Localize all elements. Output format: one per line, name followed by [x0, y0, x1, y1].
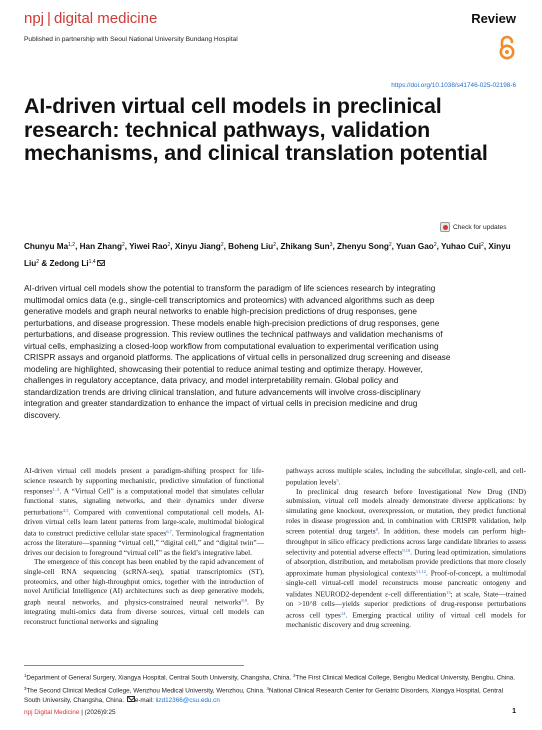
check-updates-label: Check for updates [453, 223, 507, 231]
body-text: . Emerging practical utility of virtual cell models for mechanistic discovery and drug screening. [286, 610, 526, 629]
journal-title: digital medicine [53, 10, 158, 27]
contact-email[interactable]: lizd12366@csu.edu.cn [155, 697, 220, 705]
author-name: Zhenyu Song [337, 242, 389, 251]
body-text: . Compared with conventional computational cell models, AI-driven virtual cells learn latent patterns from large-scale, multimodal biological data to construct predictive cellular state spaces [24, 507, 264, 538]
citation-ref: 13 [446, 589, 451, 595]
author-name: Yiwei Rao [129, 242, 168, 251]
citation-ref: 4,5 [62, 508, 69, 514]
author-name: Zhikang Sun [280, 242, 330, 251]
affiliations-footnote [24, 671, 520, 707]
citation-ref: 11,12 [415, 569, 426, 575]
affiliation-number: 3 [24, 685, 27, 691]
check-for-updates-button[interactable] [440, 222, 507, 232]
body-text: . By integrating multi-omics data from diverse sources, virtual cell models can reconstruct functional networks and signaling [24, 597, 264, 626]
citation-ref: 14 [340, 610, 346, 616]
author-affiliation-sup: 1,4 [88, 258, 96, 265]
author-affiliation-sup: 2 [36, 258, 40, 265]
citation-ref: 9,10 [402, 548, 411, 554]
author-affiliation-sup: 2 [388, 242, 392, 248]
body-text: . In addition, these models can perform high-throughput in silico efficacy predictions across large candidate libraries to assess selectivity and potential adverse effects [286, 526, 526, 557]
author-name: Han Zhang [79, 242, 122, 251]
envelope-icon [127, 696, 135, 702]
body-text: . [338, 477, 341, 487]
body-text: In preclinical drug research before Investigational New Drug (IND) submission, virtual cell models already demonstrate diverse applications: by simulating gene knockout, overexpression, or mutation, they predict functional roles in disease progression and, in combination with CRISPR validation, help screen potential drug targets [286, 486, 526, 536]
author-affiliation-sup: 2 [167, 242, 171, 248]
body-text: . Proof-of-concept, a multimodal single-cell virtual-cell model reconstructs mouse pancreatic ontogeny and validates NEUROD2-dependent ε-cell differentiation [286, 568, 526, 599]
partnership-note: Published in partnership with Seoul National University Bundang Hospital [24, 36, 238, 43]
citation-ref: 1–3 [52, 487, 60, 493]
author-separator: , [275, 242, 281, 251]
body-column-right [286, 466, 526, 630]
citation-ref: 6,7 [166, 528, 172, 534]
author-affiliation-sup: 2 [433, 242, 437, 248]
body-paragraph [24, 466, 264, 557]
author-separator: , [75, 242, 80, 251]
citation-ref: 8,9 [241, 598, 248, 604]
envelope-icon[interactable] [97, 260, 105, 266]
affiliation-text: Department of General Surgery, Xiangya Hospital, Central South University, Changsha, China. [26, 674, 294, 682]
body-column-left [24, 466, 264, 627]
body-text: . Terminological fragmentation across the literature—spanning “virtual cell,” “digital cell,” and “digital twin”—drives our decision to foreground “virtual cell” as the field’s integrative label. [24, 528, 264, 557]
footer-volume: (2026)9:25 [84, 709, 116, 716]
author-affiliation-sup: 1,2 [68, 242, 76, 248]
affiliation-number: 1 [24, 673, 27, 678]
author-name: Xinyu Jiang [174, 242, 221, 251]
author-name: Yuhao Cui [441, 242, 482, 251]
author-separator: & [39, 258, 50, 268]
email-label: e-mail: [134, 697, 156, 705]
author-affiliation-sup: 2 [273, 242, 276, 248]
footer-journal: npj Digital Medicine [24, 709, 80, 716]
author-name: Zedong Li [49, 258, 89, 268]
author-separator: , [124, 242, 130, 251]
author-list [24, 238, 524, 271]
author-affiliation-sup: 2 [481, 242, 484, 248]
author-separator: , [332, 242, 337, 251]
author-name: Yuan Gao [396, 242, 434, 251]
footer-citation [24, 709, 116, 716]
author-name: Chunyu Ma [24, 242, 69, 251]
author-affiliation-sup: 2 [220, 242, 224, 248]
affiliation-number: 4 [266, 685, 269, 691]
author-separator: , [436, 242, 441, 251]
body-text: pathways across multiple scales, including the subcellular, single-cell, and cell-population levels [286, 466, 526, 487]
author-affiliation-sup: 2 [121, 242, 125, 248]
journal-prefix: npj [24, 10, 45, 27]
body-text: AI-driven virtual cell models present a paradigm-shifting prospect for life-science research by supporting mechanistic, predictive simulation of functional responses [24, 466, 264, 496]
author-separator: , [223, 242, 229, 251]
author-name: Xinyu Liu [24, 242, 511, 268]
affiliation-number: 2 [293, 673, 296, 678]
article-title: AI-driven virtual cell models in preclinical research: technical pathways, validation mechanisms, and clinical translation potential [24, 94, 488, 165]
body-text: ; at scale, State—trained on >10^8 cells—yields superior predictions of drug-response perturbations across cell types [286, 589, 526, 620]
affiliation-text: The First Clinical Medical College, Bengbu Medical University, Bengbu, China. [295, 674, 516, 682]
open-access-lock-icon[interactable] [496, 35, 518, 61]
author-separator: , [170, 242, 175, 251]
citation-ref: 5 [336, 477, 339, 483]
footer-separator: | [79, 709, 85, 716]
author-separator: , [483, 242, 489, 251]
journal-separator: | [47, 10, 51, 27]
body-text: . A “Virtual Cell” is a computational model that simulates cellular functional states, signaling networks, and their dynamics under diverse perturbations [24, 486, 264, 517]
article-type-label: Review [471, 11, 516, 26]
check-updates-icon [440, 222, 450, 232]
journal-name [24, 10, 157, 27]
affiliation-text: National Clinical Research Center for Geriatric Disorders, Xiangya Hospital, Central South University, Changsha, China. [24, 687, 504, 705]
footnote-divider [24, 665, 244, 666]
body-paragraph [286, 487, 526, 630]
body-text: The emergence of this concept has been enabled by the rapid advancement of single-cell RNA sequencing (scRNA-seq), spatial transcriptomics (ST), proteomics, and other high-throughput omics, together with the introduction of novel Artificial Intelligence (AI) architectures such as deep generative models, graph neural networks, and physics-constrained neural networks [24, 557, 264, 607]
author-name: Boheng Liu [228, 242, 274, 251]
page-number: 1 [512, 708, 516, 715]
affiliation-text: The Second Clinical Medical College, Wenzhou Medical University, Wenzhou, China. [26, 687, 267, 695]
author-separator: , [391, 242, 397, 251]
citation-ref: 8 [375, 527, 378, 533]
body-text: . During lead optimization, simulations of absorption, distribution, and metabolism provide predictions that more closely approximate human physiological contexts [286, 547, 526, 578]
author-affiliation-sup: 3 [329, 242, 333, 248]
body-paragraph [24, 557, 264, 626]
body-paragraph [286, 466, 526, 487]
doi-link[interactable]: https://doi.org/10.1038/s41746-025-02198-6 [391, 82, 516, 89]
abstract: AI-driven virtual cell models show the potential to transform the paradigm of life sciences research by integrating multimodal omics data (e.g., single-cell transcriptomics and proteomics) with advanced algorithms such as deep generative models and graph neural networks to enable high-precision predictions of drug responses, gene perturbations, and disease progression. These models enable high-precision predictions of drug responses, gene perturbations, and disease progression. This review outlines the technical pathways and validation mechanisms of virtual cells, emphasizing a closed-loop workflow from computational evaluation to experimental verification using CRISPR assays and organoid platforms. The applications of virtual cells in personalized drug screening and disease modeling are highlighted, showcasing their potential to reduce animal testing and optimize therapy. However, challenges in regulatory acceptance, data privacy, and model interpretability remain. Global policy and standardization trends are driving clinical translation, and future advancements will involve cross-disciplinary integration and greater standardization to enhance the impact of virtual cells in precision medicine and drug discovery. [24, 283, 451, 420]
